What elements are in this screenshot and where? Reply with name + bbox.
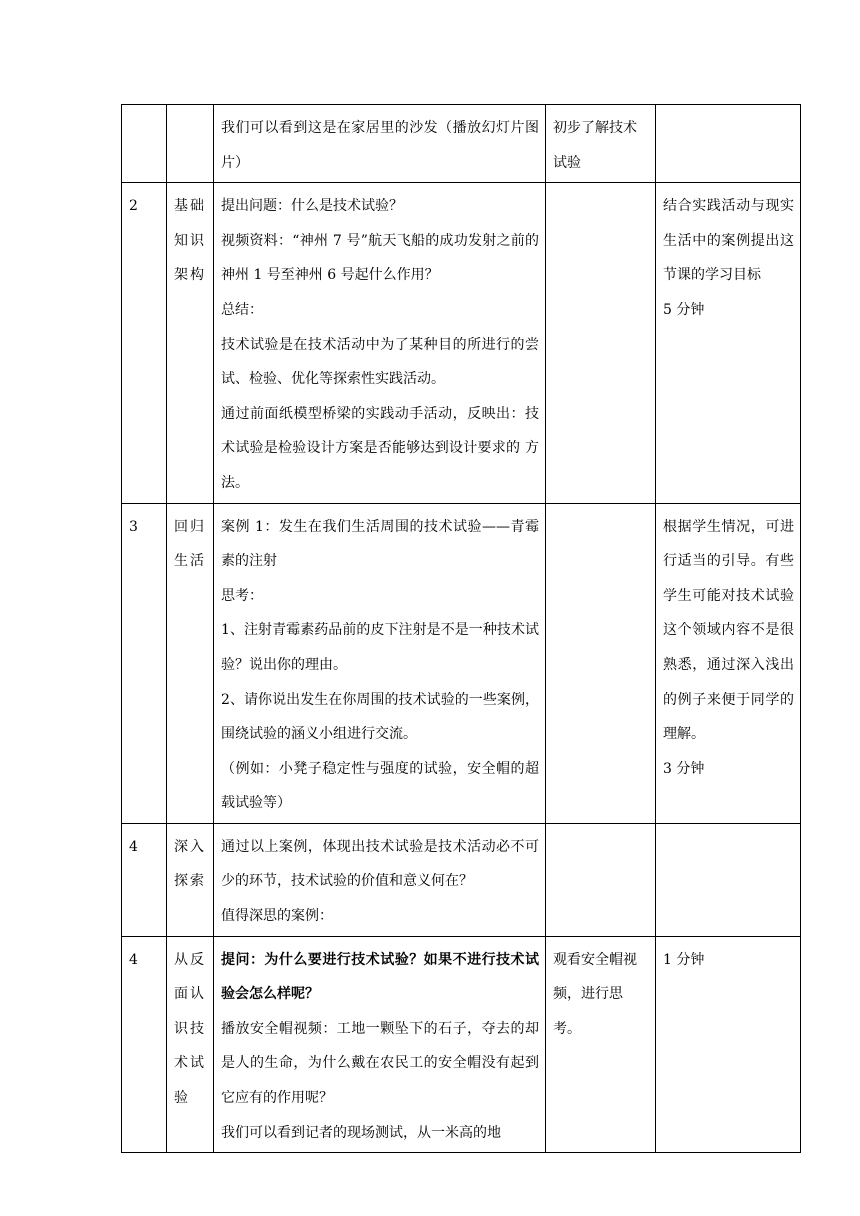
content-paragraph: 2、请你说出发生在你周围的技术试验的一些案例，围绕试验的涵义小组进行交流。 [221, 691, 539, 743]
teaching-content-cell [214, 183, 546, 503]
content-paragraph: 案例 1：发生在我们生活周围的技术试验——青霉素的注射 [221, 518, 539, 570]
student-activity-cell [546, 823, 656, 936]
stage-cell [167, 503, 214, 823]
stage-label-line: 知识 [174, 232, 206, 249]
design-notes-cell [656, 183, 801, 503]
table-row [122, 936, 801, 1153]
step-number-cell: 2 [122, 183, 167, 503]
student-activity-cell [546, 183, 656, 503]
content-paragraph: 提出问题：什么是技术试验？ [221, 198, 403, 215]
lesson-plan-table [121, 104, 801, 1153]
table-row [122, 183, 801, 503]
stage-label-line: 术试 [174, 1055, 206, 1072]
content-paragraph: 总结： [221, 301, 263, 318]
content-paragraph: 值得深思的案例： [221, 908, 333, 925]
content-paragraph: 思考： [221, 587, 263, 604]
table-body [122, 105, 801, 1153]
stage-label-line: 从反 [174, 951, 206, 968]
teaching-content-cell [214, 936, 546, 1153]
student-activity-cell [546, 936, 656, 1153]
table-row [122, 105, 801, 183]
table-row [122, 503, 801, 823]
design-notes-cell [656, 503, 801, 823]
design-note-text: 3 分钟 [663, 760, 705, 777]
stage-cell [167, 936, 214, 1153]
design-notes-cell [656, 823, 801, 936]
content-paragraph: 播放安全帽视频：工地一颗坠下的石子，夺去的却是人的生命，为什么戴在农民工的安全帽没有起到它应有的作用呢？ [221, 1020, 539, 1107]
student-activity-cell [546, 503, 656, 823]
content-paragraph: 我们可以看到记者的现场测试，从一米高的地 [221, 1124, 501, 1141]
stage-label-line: 探索 [174, 873, 206, 890]
content-paragraph: 1、注射青霉素药品前的皮下注射是不是一种技术试验？说出你的理由。 [221, 622, 539, 673]
content-paragraph: 通过前面纸模型桥梁的实践动手活动，反映出：技术试验是检验设计方案是否能够达到设计要求的 方法。 [221, 405, 539, 491]
design-note-text: 根据学生情况，可进行适当的引导。有些学生可能对技术试验这个领域内容不是很熟悉，通过深入浅出的例子来便于同学的理解。 [663, 518, 794, 743]
step-number-cell: 4 [122, 823, 167, 936]
design-notes-cell [656, 936, 801, 1153]
content-paragraph: （例如：小凳子稳定性与强度的试验，安全帽的超载试验等） [221, 760, 539, 812]
content-paragraph: 技术试验是在技术活动中为了某种目的所进行的尝试、检验、优化等探索性实践活动。 [221, 336, 539, 388]
stage-label-line: 验 [174, 1090, 190, 1107]
table-row [122, 823, 801, 936]
teaching-content-cell [214, 823, 546, 936]
stage-label-line: 识技 [174, 1020, 206, 1037]
stage-cell [167, 105, 214, 183]
student-activity-text: 观看安全帽视频，进行思考。 [553, 951, 637, 1037]
stage-label-line: 生活 [174, 553, 206, 570]
step-number-cell: 4 [122, 936, 167, 1153]
design-note-text: 结合实践活动与现实生活中的案例提出这节课的学习目标 [663, 198, 794, 284]
stage-label-line: 架构 [174, 267, 206, 284]
student-activity-cell [546, 105, 656, 183]
content-paragraph: 视频资料：“神州 7 号”航天飞船的成功发射之前的神州 1 号至神州 6 号起什么作用？ [221, 232, 539, 284]
content-paragraph: 我们可以看到这是在家居里的沙发（播放幻灯片图片） [221, 120, 539, 171]
step-number-cell: 3 [122, 503, 167, 823]
stage-cell [167, 823, 214, 936]
student-activity-text: 初步了解技术试验 [553, 120, 637, 171]
step-number-cell [122, 105, 167, 183]
content-paragraph: 通过以上案例，体现出技术试验是技术活动必不可少的环节，技术试验的价值和意义何在？ [221, 838, 539, 890]
design-note-text: 5 分钟 [663, 301, 705, 318]
stage-label-line: 回归 [174, 518, 206, 535]
design-notes-cell [656, 105, 801, 183]
stage-label-line: 面认 [174, 986, 206, 1003]
content-paragraph: 提问：为什么要进行技术试验？如果不进行技术试验会怎么样呢？ [221, 951, 539, 1003]
stage-label-line: 深入 [174, 838, 206, 855]
design-note-text: 1 分钟 [663, 951, 705, 968]
teaching-content-cell [214, 105, 546, 183]
teaching-content-cell [214, 503, 546, 823]
stage-cell [167, 183, 214, 503]
stage-label-line: 基础 [174, 198, 206, 215]
